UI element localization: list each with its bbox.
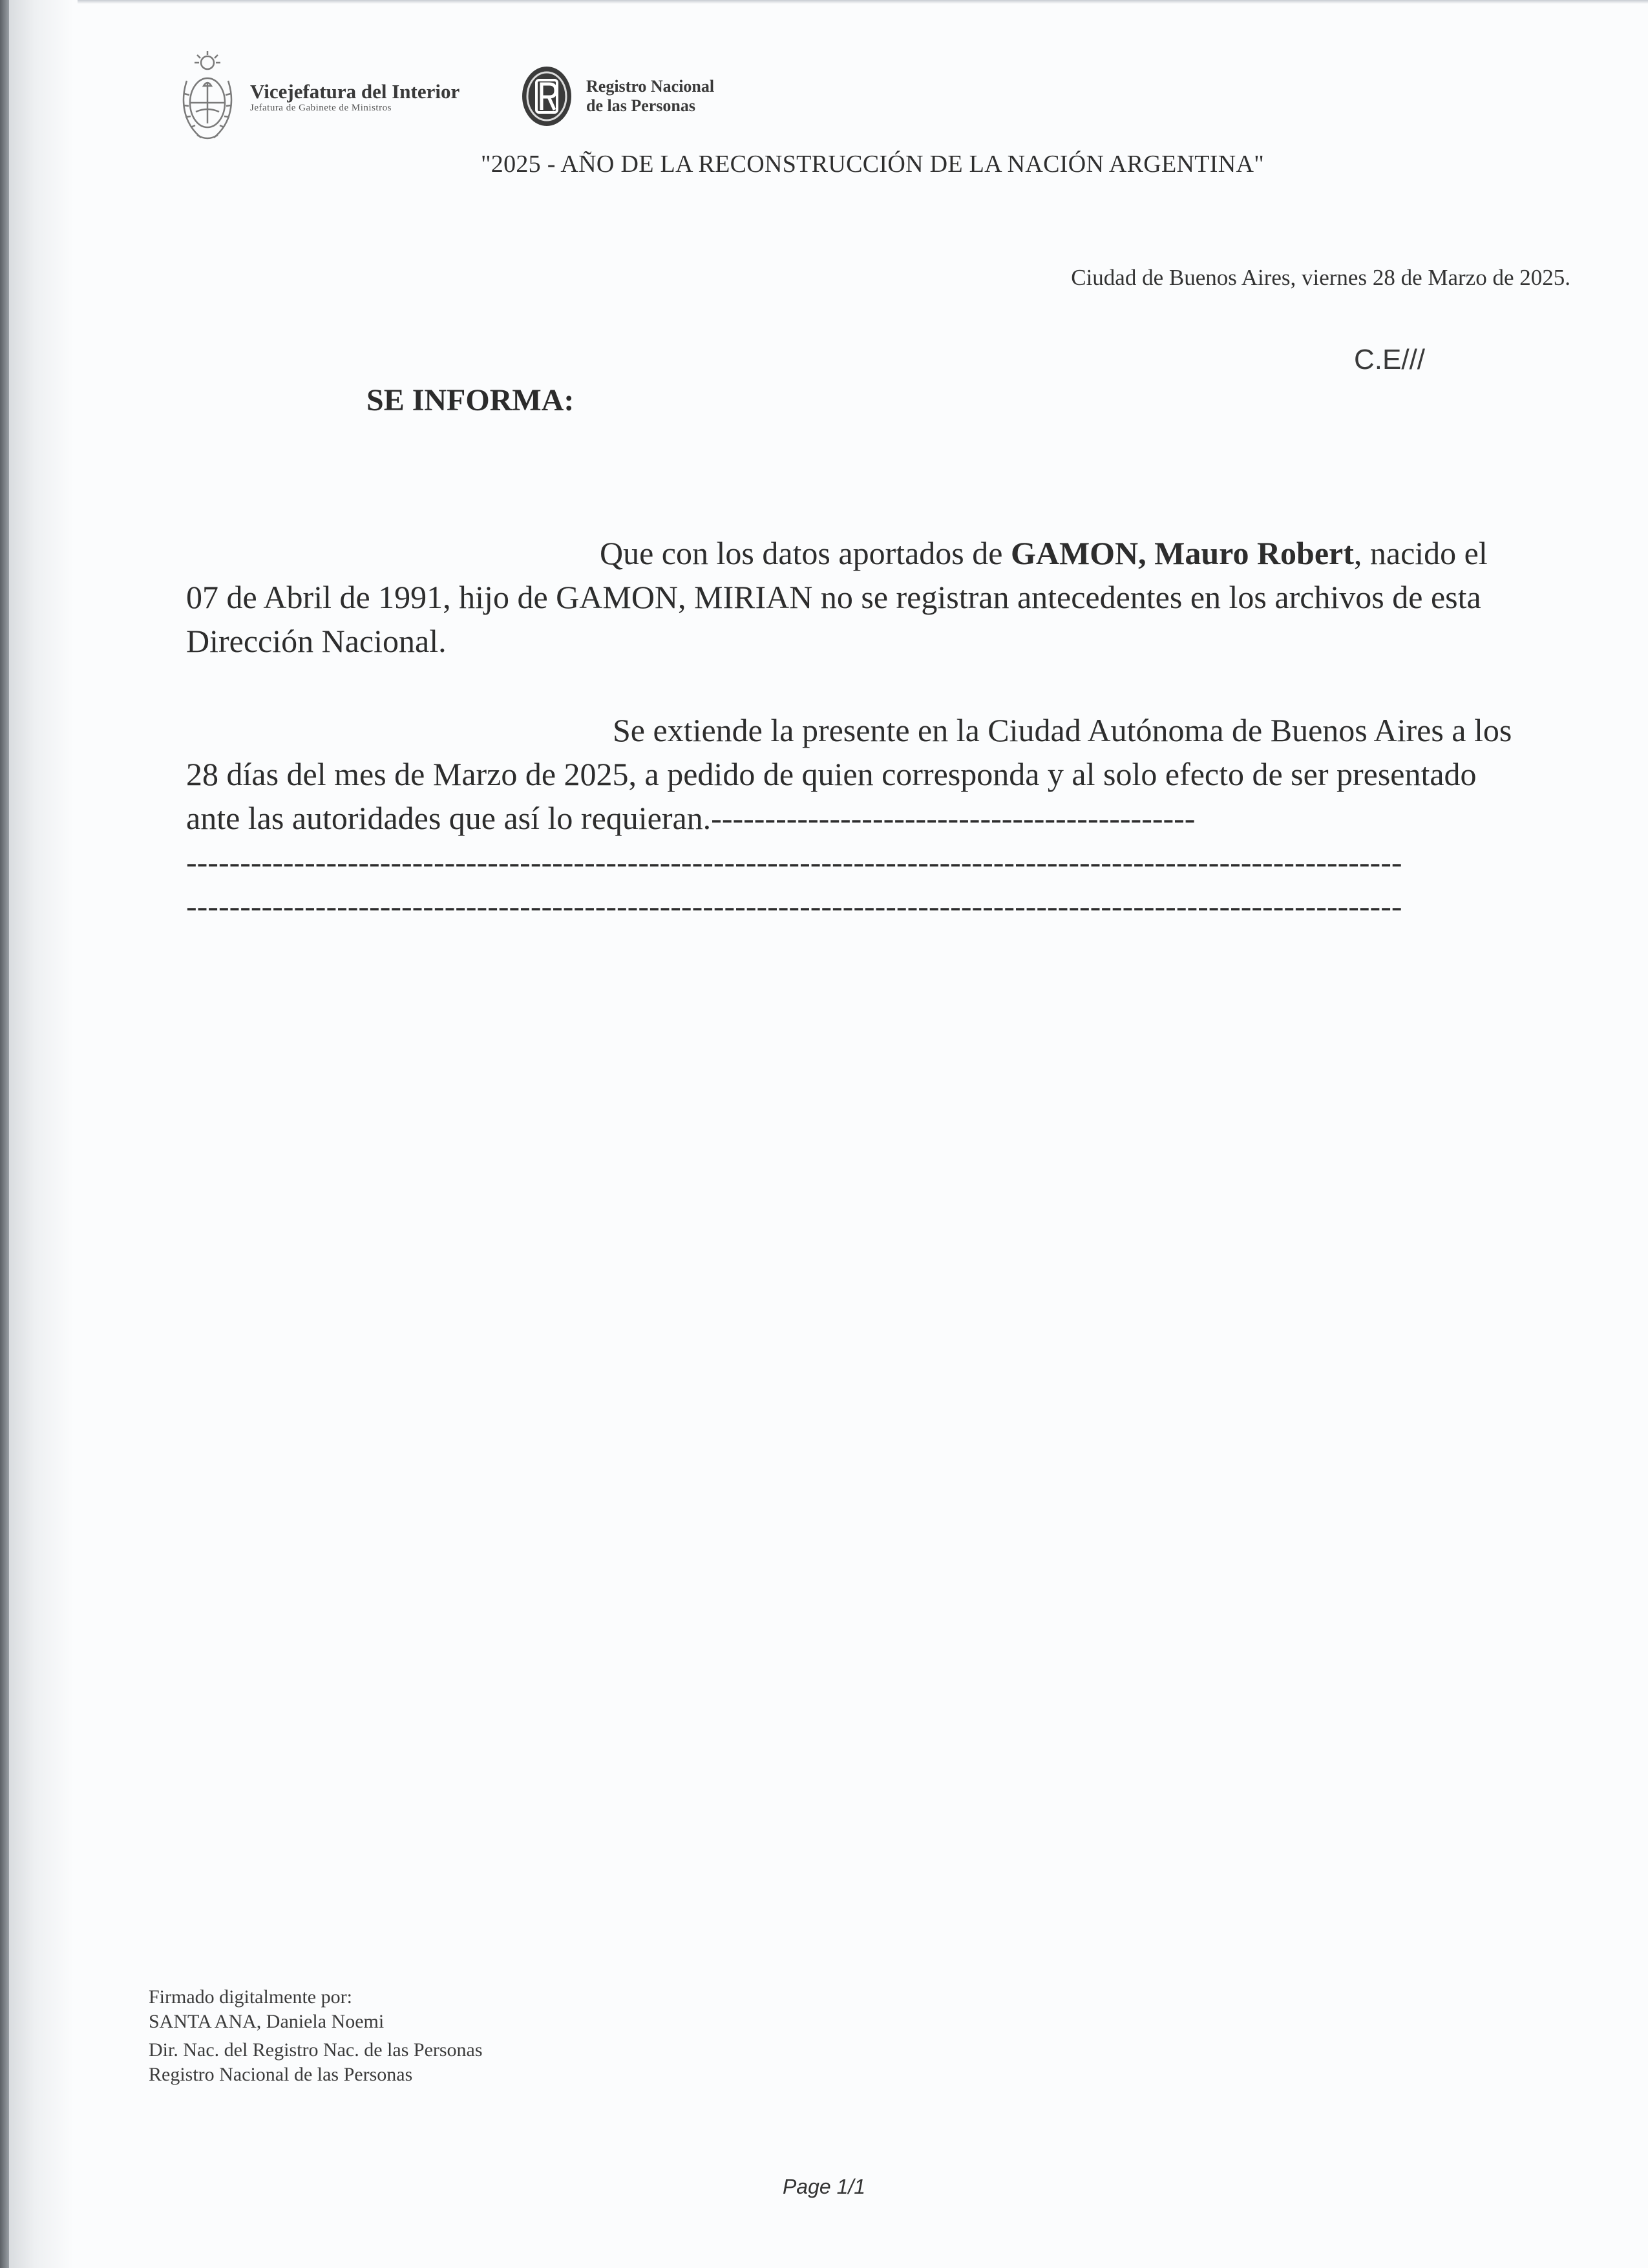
vicejefatura-logo-text xyxy=(250,80,460,114)
filler-dash-line: ----------------------------------------------------------------------------------------------------------------- xyxy=(186,888,1402,924)
signer-position: Dir. Nac. del Registro Nac. de las Personas xyxy=(149,2039,483,2061)
signer-name: SANTA ANA, Daniela Noemi xyxy=(149,2011,385,2032)
signer-organization: Registro Nacional de las Personas xyxy=(149,2064,413,2085)
paragraph-issuance-text: Se extiende la presente en la Ciudad Autónoma de Buenos Aires a los 28 días del mes de Marzo de 2025, a pedido de quien corresponda y al solo efecto de ser presentado ante las autoridades que así lo requieran.--------------------------------------------- xyxy=(186,712,1512,836)
renaper-title-line2: de las Personas xyxy=(586,96,695,115)
paragraph-findings-lead: Que con los datos aportados de xyxy=(600,535,1011,571)
paragraph-issuance xyxy=(186,708,1524,840)
digital-signature-block xyxy=(149,1985,483,2087)
document-heading: SE INFORMA: xyxy=(366,383,575,417)
paragraph-findings xyxy=(186,531,1524,663)
year-motto: "2025 - AÑO DE LA RECONSTRUCCIÓN DE LA NACIÓN ARGENTINA" xyxy=(480,151,1265,178)
filler-dash-line: ----------------------------------------------------------------------------------------------------------------- xyxy=(186,844,1402,880)
page-number: Page 1/1 xyxy=(782,2175,866,2198)
signature-label: Firmado digitalmente por: xyxy=(149,1986,352,2008)
renaper-logo xyxy=(520,65,714,128)
document-date: Ciudad de Buenos Aires, viernes 28 de Marzo de 2025. xyxy=(1071,265,1570,290)
vicejefatura-title: Vicejefatura del Interior xyxy=(250,79,460,103)
argentina-coat-of-arms-icon xyxy=(178,48,237,145)
renaper-title-line1: Registro Nacional xyxy=(586,77,715,96)
vicejefatura-subtitle: Jefatura de Gabinete de Ministros xyxy=(250,103,392,114)
subject-name: GAMON, Mauro Robert xyxy=(1010,535,1354,571)
renaper-r-logo-icon xyxy=(520,65,573,128)
vicejefatura-logo xyxy=(178,48,460,145)
renaper-logo-text xyxy=(586,77,714,116)
reference-code: C.E/// xyxy=(1354,344,1426,375)
paragraph-findings-rest: , nacido el 07 de Abril de 1991, hijo de GAMON, MIRIAN no se registran antecedentes en los archivos de esta Dirección Nacional. xyxy=(186,535,1488,659)
